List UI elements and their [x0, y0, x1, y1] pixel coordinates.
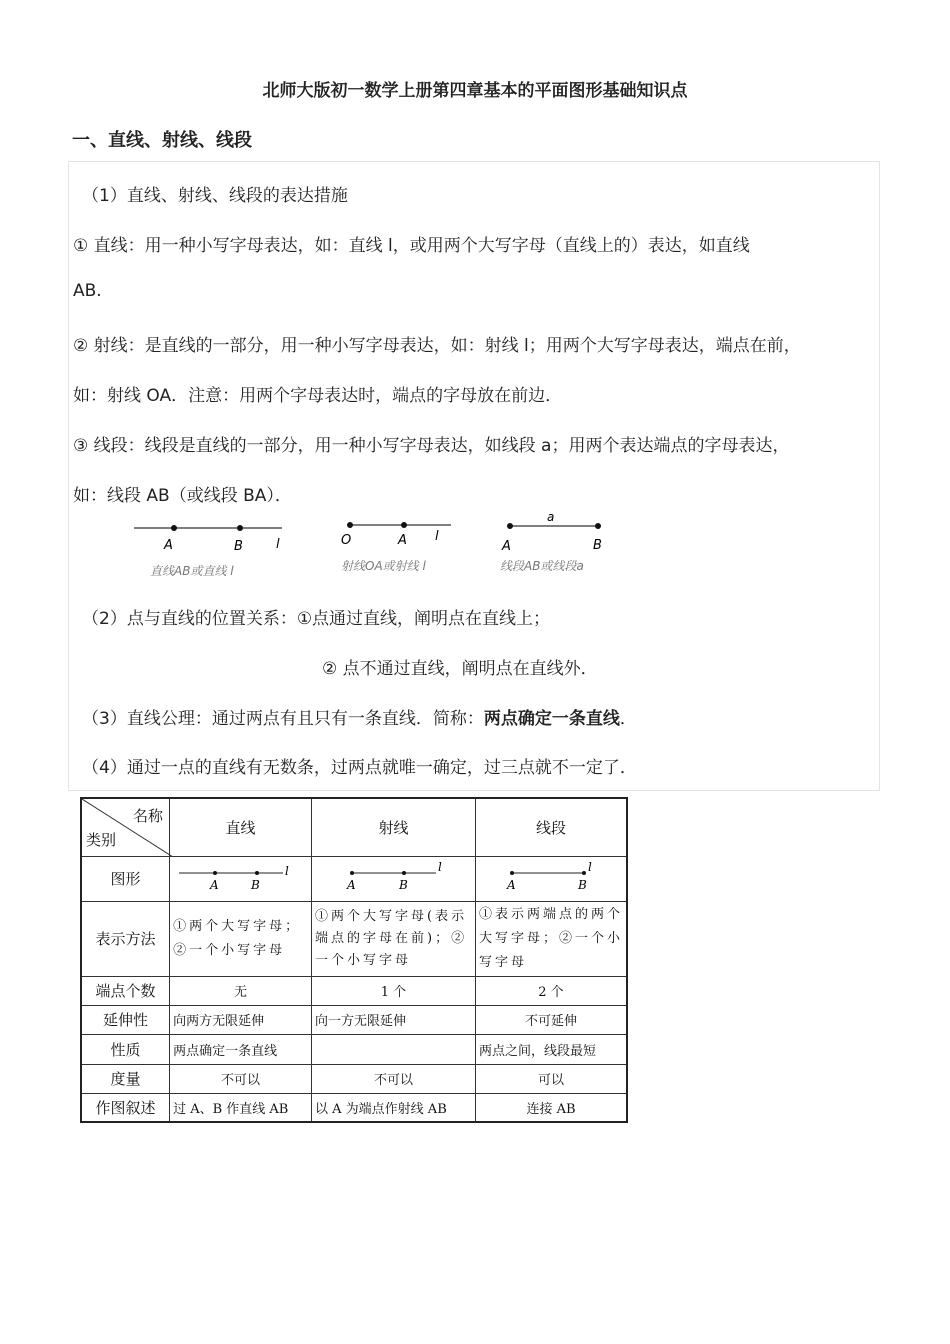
page-title: 北师大版初一数学上册第四章基本的平面图形基础知识点: [262, 81, 688, 101]
paragraph-line-def: ① 直线：用一种小写字母表达，如：直线 l，或用两个大写字母（直线上的）表达，如直线: [73, 236, 750, 256]
cell-value: 两点之间，线段最短: [475, 1034, 627, 1064]
line-figure: [130, 515, 290, 580]
label-b: B: [250, 877, 260, 892]
paragraph-point-line-relation: （2）点与直线的位置关系：①点通过直线，阐明点在直线上；: [82, 609, 551, 629]
cell-value: 不可以: [312, 1064, 476, 1093]
table-row: [81, 1093, 627, 1122]
row-label: 性质: [81, 1034, 170, 1064]
label-l: l: [276, 537, 280, 552]
header-segment: 线段: [475, 798, 627, 856]
cell-value: 向两方无限延伸: [170, 1005, 312, 1034]
point-b: [402, 871, 406, 875]
label-b: B: [577, 877, 587, 892]
table-row: [81, 1034, 627, 1064]
point-o: [347, 522, 353, 528]
figure-cell-ray: [312, 856, 476, 901]
point-a: [171, 525, 177, 531]
label-l: l: [438, 859, 443, 874]
axiom-end: ．: [619, 709, 637, 729]
label-o: O: [341, 533, 352, 548]
cell-value: 无: [170, 976, 312, 1005]
cell-value: 不可延伸: [475, 1005, 627, 1034]
paragraph-ray-def: ② 射线：是直线的一部分，用一种小写字母表达，如：射线 l；用两个大写字母表达，端点在前，: [73, 336, 801, 356]
cell-value: 向一方无限延伸: [312, 1005, 476, 1034]
table-row: [81, 856, 627, 901]
label-a-small: a: [547, 510, 555, 524]
segment-figure: [497, 508, 617, 578]
label-a: A: [209, 877, 219, 892]
paragraph-point-not-on-line: ② 点不通过直线，阐明点在直线外．: [322, 659, 598, 679]
table-header-row: [81, 798, 627, 856]
table-row: [81, 901, 627, 976]
line-small-figure: [171, 857, 311, 897]
label-b: B: [234, 539, 243, 554]
section-heading: 一、直线、射线、线段: [72, 130, 252, 151]
cell-value: 过 A、B 作直线 AB: [170, 1093, 312, 1122]
row-label: 表示方法: [81, 901, 170, 976]
notation-line: ①两个大写字母；②一个小写字母: [170, 901, 312, 976]
row-label: 延伸性: [81, 1005, 170, 1034]
label-a: A: [502, 539, 511, 554]
paragraph-segment-def: ③ 线段：线段是直线的一部分，用一种小写字母表达，如线段 a；用两个表达端点的字母表达，: [73, 436, 790, 456]
paragraph-line-def-cont: AB.: [73, 281, 102, 301]
label-a: A: [164, 538, 173, 553]
ray-small-figure: [312, 857, 474, 897]
paragraph-lines-through-points: （4）通过一点的直线有无数条，过两点就唯一确定，过三点就不一定了．: [82, 758, 637, 778]
point-b: [582, 871, 586, 875]
figure-cell-segment: [475, 856, 627, 901]
axiom-bold: 两点确定一条直线: [483, 709, 620, 729]
ray-figure: [335, 512, 460, 577]
row-label: 端点个数: [81, 976, 170, 1005]
header-line: 直线: [170, 798, 312, 856]
label-l: l: [435, 529, 439, 544]
corner-cell: [81, 798, 170, 856]
label-a: A: [506, 877, 516, 892]
segment-small-figure: [476, 857, 626, 897]
cell-value: 1 个: [312, 976, 476, 1005]
point-a: [350, 871, 354, 875]
cell-value: 不可以: [170, 1064, 312, 1093]
figure-caption: 射线OA或射线 l: [341, 559, 426, 573]
cell-value: 可以: [475, 1064, 627, 1093]
figure-cell-line: [170, 856, 312, 901]
table-row: [81, 976, 627, 1005]
table-row: [81, 1064, 627, 1093]
row-label: 作图叙述: [81, 1093, 170, 1122]
row-label: 图形: [81, 856, 170, 901]
table-row: [81, 1005, 627, 1034]
axiom-text: （3）直线公理：通过两点有且只有一条直线．简称：: [82, 709, 484, 729]
cell-value: 以 A 为端点作射线 AB: [312, 1093, 476, 1122]
paragraph-ray-def-cont: 如：射线 OA．注意：用两个字母表达时，端点的字母放在前边．: [73, 386, 563, 406]
point-a: [510, 871, 514, 875]
label-l: l: [284, 863, 289, 878]
cell-value: 连接 AB: [475, 1093, 627, 1122]
paragraph-segment-def-cont: 如：线段 AB（或线段 BA）．: [73, 486, 292, 506]
point-b: [595, 523, 601, 529]
header-ray: 射线: [312, 798, 476, 856]
label-l: l: [587, 859, 592, 874]
corner-top-label: 名称: [133, 807, 164, 825]
point-b: [237, 525, 243, 531]
label-a: A: [347, 877, 357, 892]
row-label: 度量: [81, 1064, 170, 1093]
paragraph-line-axiom: [82, 704, 637, 729]
paragraph-representation-title: （1）直线、射线、线段的表达措施: [82, 186, 348, 206]
label-a: A: [398, 533, 407, 548]
figure-caption: 直线AB或直线 l: [150, 564, 234, 578]
point-b: [255, 871, 259, 875]
cell-value: [312, 1034, 476, 1064]
notation-ray: ①两个大写字母(表示端点的字母在前)；②一个小写字母: [312, 901, 476, 976]
point-a: [213, 871, 217, 875]
figure-caption: 线段AB或线段a: [500, 559, 584, 573]
corner-bottom-label: 类别: [86, 830, 117, 849]
label-b: B: [593, 538, 602, 553]
cell-value: 2 个: [475, 976, 627, 1005]
comparison-table: [80, 797, 628, 1123]
cell-value: 两点确定一条直线: [170, 1034, 312, 1064]
point-a: [507, 523, 513, 529]
point-a: [401, 522, 407, 528]
label-b: B: [399, 877, 409, 892]
notation-segment: ①表示两端点的两个大写字母；②一个小写字母: [475, 901, 627, 976]
